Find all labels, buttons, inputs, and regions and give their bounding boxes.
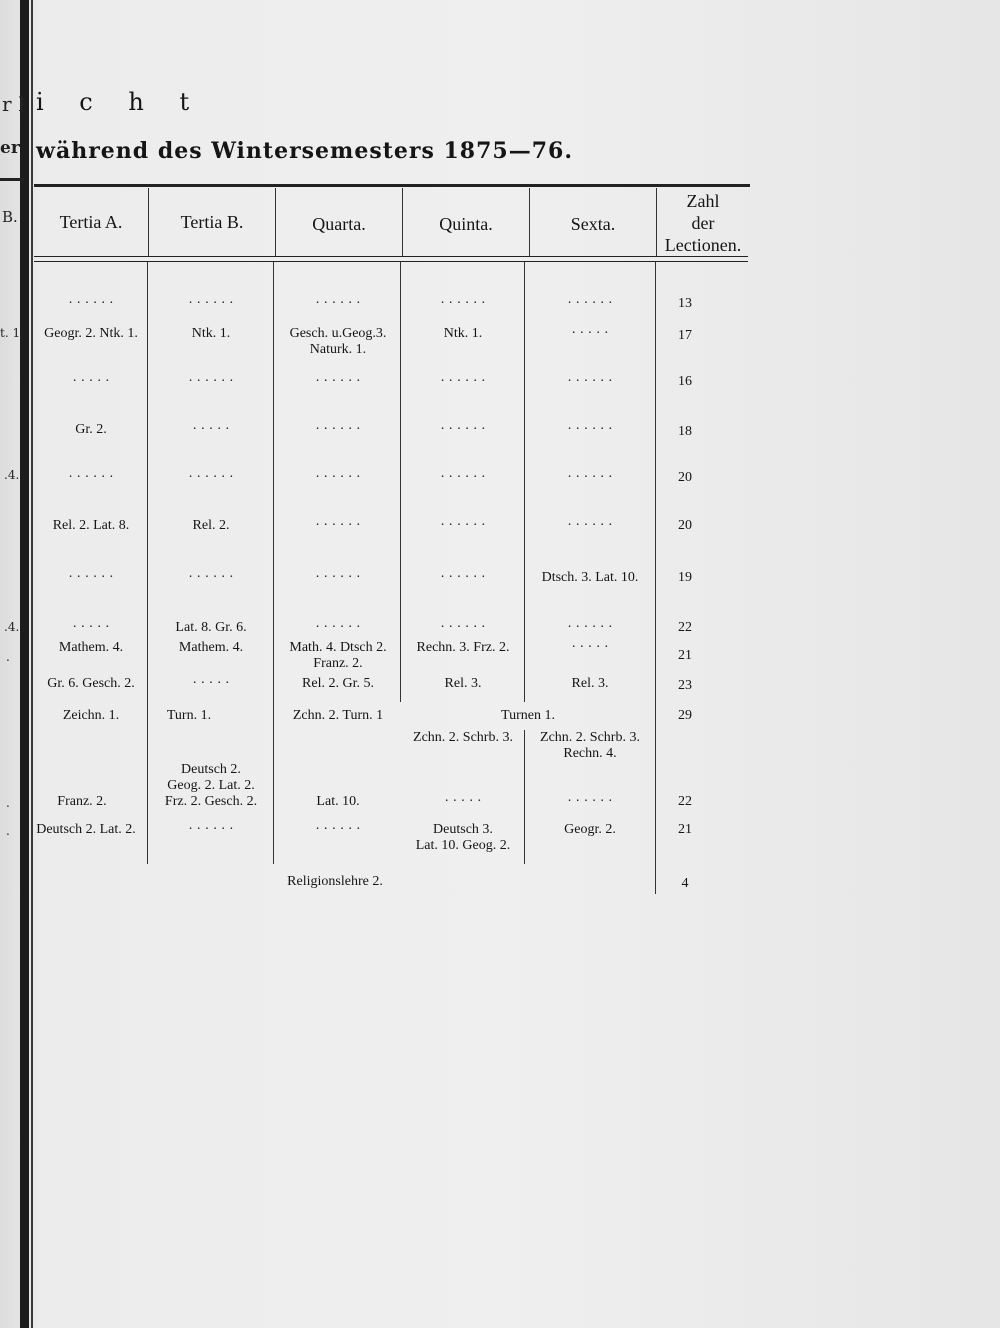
lecture-count: 17 <box>678 328 692 343</box>
table-cell: Math. 4. Dtsch 2. Franz. 2. <box>289 640 387 671</box>
table-cell: · · · · · · <box>440 570 486 585</box>
count-22: 22 <box>678 794 692 809</box>
table-cell: Ntk. 1. <box>191 326 231 341</box>
top-rule <box>34 184 750 187</box>
table-cell: · · · · · · <box>440 296 486 311</box>
lecture-count: 22 <box>678 620 692 635</box>
cell-zchn-schrb-quinta: Zchn. 2. Schrb. 3. <box>413 730 513 745</box>
left-fragment-r4: . <box>6 650 10 664</box>
table-cell: Gesch. u.Geog.3. Naturk. 1. <box>289 326 387 357</box>
left-fragment-r3: .4. <box>4 620 20 634</box>
table-cell: Mathem. 4. <box>178 640 244 655</box>
table-cell: · · · · · <box>571 326 609 341</box>
table-cell: Geogr. 2. Ntk. 1. <box>44 326 138 341</box>
table-cell: · · · · · <box>192 422 230 437</box>
header-zahl <box>657 190 749 256</box>
book-spine <box>20 0 29 1328</box>
table-cell: · · · · · · <box>440 518 486 533</box>
lecture-count: 21 <box>678 648 692 663</box>
column-divider <box>400 262 401 702</box>
lecture-count: 19 <box>678 570 692 585</box>
table-cell: · · · · · · <box>315 296 361 311</box>
left-fragment-top: r I <box>2 92 26 116</box>
header-tertia-b: Tertia B. <box>180 212 244 232</box>
table-cell: · · · · · · <box>68 296 114 311</box>
cell-zeichnen: Zeichn. 1. <box>62 708 120 723</box>
header-sexta: Sexta. <box>570 214 616 234</box>
table-cell: · · · · · · <box>68 470 114 485</box>
table-cell: · · · · · · <box>188 470 234 485</box>
left-fragment-r5: . <box>6 796 10 810</box>
table-cell: Dtsch. 3. Lat. 10. <box>541 570 639 585</box>
lecture-count: 23 <box>678 678 692 693</box>
header-quinta: Quinta. <box>439 214 493 234</box>
left-fragment-r6: . <box>6 824 10 838</box>
cell-geogr: Geogr. 2. <box>564 822 616 837</box>
lecture-count: 16 <box>678 374 692 389</box>
header-quarta: Quarta. <box>312 214 366 234</box>
cell-lat-10: Lat. 10. <box>316 794 360 809</box>
cell-deutsch-lat: Deutsch 2. Lat. 2. <box>36 822 136 837</box>
cell-dots: · · · · · · <box>567 794 613 809</box>
table-cell: · · · · · · <box>440 620 486 635</box>
cell-turn-b: Turn. 1. <box>166 708 212 723</box>
table-cell: · · · · · · <box>68 570 114 585</box>
header-zahl-line1: Zahl <box>686 191 720 211</box>
column-divider <box>524 730 525 864</box>
top-rule-left <box>0 178 24 181</box>
left-fragment-2: er <box>0 138 20 158</box>
lecture-count: 20 <box>678 518 692 533</box>
table-cell: · · · · · <box>72 374 110 389</box>
left-fragment-r2: .4. <box>4 468 20 482</box>
table-cell: · · · · · <box>571 640 609 655</box>
left-fragment-b: B. <box>2 208 18 226</box>
header-tertia-a: Tertia A. <box>59 212 123 232</box>
table-cell: · · · · · · <box>567 374 613 389</box>
table-cell: · · · · · · <box>315 422 361 437</box>
table-cell: · · · · · · <box>567 620 613 635</box>
left-fragment-r1: t. 1. <box>0 326 24 340</box>
table-cell: · · · · · · <box>315 570 361 585</box>
cell-deutsch-lat-geog: Deutsch 3. Lat. 10. Geog. 2. <box>415 822 511 853</box>
table-cell: · · · · · · <box>440 374 486 389</box>
table-cell: · · · · · · <box>315 620 361 635</box>
count-21: 21 <box>678 822 692 837</box>
cell-religionslehre: Religionslehre 2. <box>287 874 383 889</box>
cell-dots: · · · · · · <box>188 822 234 837</box>
table-cell: Ntk. 1. <box>443 326 483 341</box>
table-cell: Mathem. 4. <box>58 640 124 655</box>
table-cell: · · · · · · <box>567 296 613 311</box>
cell-dots: · · · · · · <box>315 822 361 837</box>
header-rule-1 <box>34 256 748 257</box>
table-cell: · · · · · <box>192 676 230 691</box>
table-cell: Gr. 6. Gesch. 2. <box>47 676 135 691</box>
column-divider <box>147 262 148 864</box>
lecture-count: 13 <box>678 296 692 311</box>
table-cell: · · · · · · <box>440 470 486 485</box>
cell-deutsch-geog: Deutsch 2. Geog. 2. Lat. 2. Frz. 2. Gesch. 2. <box>164 762 258 809</box>
table-cell: · · · · · · <box>315 518 361 533</box>
table-cell: Rel. 2. Lat. 8. <box>52 518 130 533</box>
table-cell: · · · · · · <box>567 518 613 533</box>
table-cell: · · · · · <box>72 620 110 635</box>
cell-turnen-shared: Turnen 1. <box>501 708 555 723</box>
table-cell: · · · · · · <box>440 422 486 437</box>
table-cell: Rechn. 3. Frz. 2. <box>416 640 510 655</box>
book-spine-edge <box>31 0 33 1328</box>
table-cell: Gr. 2. <box>75 422 107 437</box>
lecture-count: 18 <box>678 424 692 439</box>
table-cell: Rel. 3. <box>444 676 482 691</box>
table-cell: · · · · · · <box>567 470 613 485</box>
table-cell: Rel. 2. Gr. 5. <box>302 676 374 691</box>
table-cell: Rel. 3. <box>571 676 609 691</box>
table-cell: · · · · · · <box>315 374 361 389</box>
cell-zchn-turn: Zchn. 2. Turn. 1 <box>292 708 384 723</box>
lecture-count: 20 <box>678 470 692 485</box>
table-cell: · · · · · · <box>188 374 234 389</box>
cell-franz: Franz. 2. <box>57 794 107 809</box>
count-29: 29 <box>678 708 692 723</box>
table-cell: Lat. 8. Gr. 6. <box>175 620 247 635</box>
cell-dots: · · · · · <box>444 794 482 809</box>
header-zahl-line2: der <box>691 213 715 233</box>
column-divider <box>524 262 525 702</box>
page-title-line1: i c h t <box>36 88 204 116</box>
count-4: 4 <box>681 876 689 891</box>
table-cell: Rel. 2. <box>192 518 230 533</box>
table-cell: · · · · · · <box>315 470 361 485</box>
header-zahl-line3: Lectionen. <box>664 235 742 255</box>
table-cell: · · · · · · <box>567 422 613 437</box>
table-cell: · · · · · · <box>188 296 234 311</box>
header-rule-2 <box>34 261 748 262</box>
table-cell: · · · · · · <box>188 570 234 585</box>
column-divider <box>273 262 274 864</box>
page-title-line2: während des Wintersemesters 1875—76. <box>36 138 574 164</box>
cell-zchn-schrb-sexta: Zchn. 2. Schrb. 3. Rechn. 4. <box>540 730 640 761</box>
